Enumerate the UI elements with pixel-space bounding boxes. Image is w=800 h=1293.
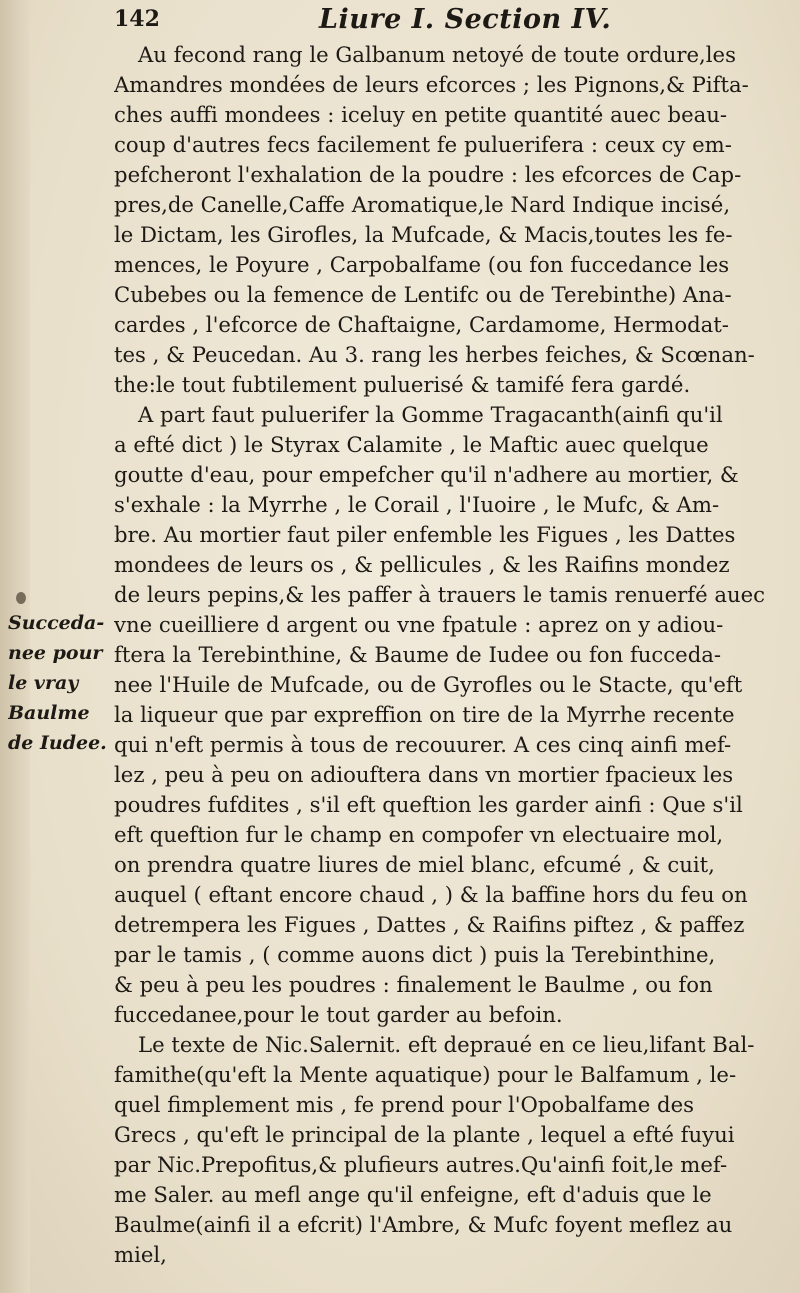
text-line: ches auffi mondees : iceluy en petite quantité auec beau- — [114, 102, 728, 127]
margin-note-line: Baulme — [8, 702, 90, 724]
text-line: Cubebes ou la femence de Lentifc ou de Terebinthe) Ana- — [114, 282, 732, 307]
text-line: vne cueilliere d argent ou vne fpatule : aprez on y adiou- — [114, 612, 724, 637]
text-line: par le tamis , ( comme auons dict ) puis la Terebinthine, — [114, 942, 716, 967]
text-line: mences, le Poyure , Carpobalfame (ou fon fuccedance les — [114, 252, 730, 277]
text-line: the:le tout fubtilement puluerisé & tamifé fera gardé. — [114, 372, 691, 397]
margin-note-line: de Iudee. — [8, 732, 107, 754]
margin-note-line: nee pour — [8, 642, 103, 664]
text-line: eft queftion fur le champ en compofer vn electuaire mol, — [114, 822, 724, 847]
text-line: la liqueur que par expreffion on tire de la Myrrhe recente — [114, 702, 735, 727]
text-line: par Nic.Prepofitus,& plufieurs autres.Qu'ainfi foit,le mef- — [114, 1152, 728, 1177]
text-line: qui n'eft permis à tous de recouurer. A ces cinq ainfi mef- — [114, 732, 732, 757]
text-line: s'exhale : la Myrrhe , le Corail , l'Iuoire , le Mufc, & Am- — [114, 492, 720, 517]
text-line: fuccedanee,pour le tout garder au befoin. — [114, 1002, 563, 1027]
text-line: Au fecond rang le Galbanum netoyé de toute ordure,les — [138, 42, 736, 67]
text-line: tes , & Peucedan. Au 3. rang les herbes feiches, & Scœnan- — [114, 342, 755, 367]
text-line: me Saler. au mefl ange qu'il enfeigne, eft d'aduis que le — [114, 1182, 712, 1207]
text-line: de leurs pepins,& les paffer à trauers le tamis renuerfé auec — [114, 582, 766, 607]
margin-note-line: Succeda- — [8, 612, 105, 634]
text-line: pefcheront l'exhalation de la poudre : les efcorces de Cap- — [114, 162, 742, 187]
text-line: goutte d'eau, pour empefcher qu'il n'adhere au mortier, & — [114, 462, 739, 487]
text-line: Le texte de Nic.Salernit. eft depraué en ce lieu,lifant Bal- — [138, 1032, 755, 1057]
text-line: A part faut puluerifer la Gomme Tragacanth(ainfi qu'il — [138, 402, 723, 427]
text-line: pres,de Canelle,Caffe Aromatique,le Nard Indique incisé, — [114, 192, 731, 217]
page-number: 142 — [114, 6, 160, 32]
margin-note-line: le vray — [8, 672, 79, 694]
text-line: auquel ( eftant encore chaud , ) & la baffine hors du feu on — [114, 882, 748, 907]
body-text — [114, 40, 788, 1270]
text-line: a efté dict ) le Styrax Calamite , le Maftic auec quelque — [114, 432, 709, 457]
text-line: lez , peu à peu on adiouftera dans vn mortier fpacieux les — [114, 762, 734, 787]
text-line: famithe(qu'eft la Mente aquatique) pour le Balfamum , le- — [114, 1062, 737, 1087]
text-line: miel, — [114, 1242, 167, 1267]
text-line: Grecs , qu'eft le principal de la plante , lequel a efté fuyui — [114, 1122, 735, 1147]
text-line: & peu à peu les poudres : finalement le Baulme , ou fon — [114, 972, 713, 997]
text-line: nee l'Huile de Mufcade, ou de Gyrofles ou le Stacte, qu'eft — [114, 672, 743, 697]
text-line: mondees de leurs os , & pellicules , & les Raifins mondez — [114, 552, 730, 577]
text-line: cardes , l'efcorce de Chaftaigne, Cardamome, Hermodat- — [114, 312, 729, 337]
text-line: coup d'autres fecs facilement fe puluerifera : ceux cy em- — [114, 132, 732, 157]
text-line: le Dictam, les Girofles, la Mufcade, & Macis,toutes les fe- — [114, 222, 733, 247]
running-title: Liure I. Section IV. — [319, 4, 612, 35]
text-line: ftera la Terebinthine, & Baume de Iudee ou fon fucceda- — [114, 642, 722, 667]
text-line: Amandres mondées de leurs efcorces ; les Pignons,& Pifta- — [114, 72, 749, 97]
text-line: Baulme(ainfi il a efcrit) l'Ambre, & Mufc foyent meflez au — [114, 1212, 733, 1237]
text-line: bre. Au mortier faut piler enfemble les Figues , les Dattes — [114, 522, 736, 547]
page-header — [114, 4, 784, 38]
ink-spot — [16, 592, 26, 604]
text-line: poudres fufdites , s'il eft queftion les garder ainfi : Que s'il — [114, 792, 743, 817]
text-line: on prendra quatre liures de miel blanc, efcumé , & cuit, — [114, 852, 715, 877]
text-line: detrempera les Figues , Dattes , & Raifins piftez , & paffez — [114, 912, 745, 937]
margin-note — [8, 608, 110, 758]
text-line: quel fimplement mis , fe prend pour l'Opobalfame des — [114, 1092, 695, 1117]
